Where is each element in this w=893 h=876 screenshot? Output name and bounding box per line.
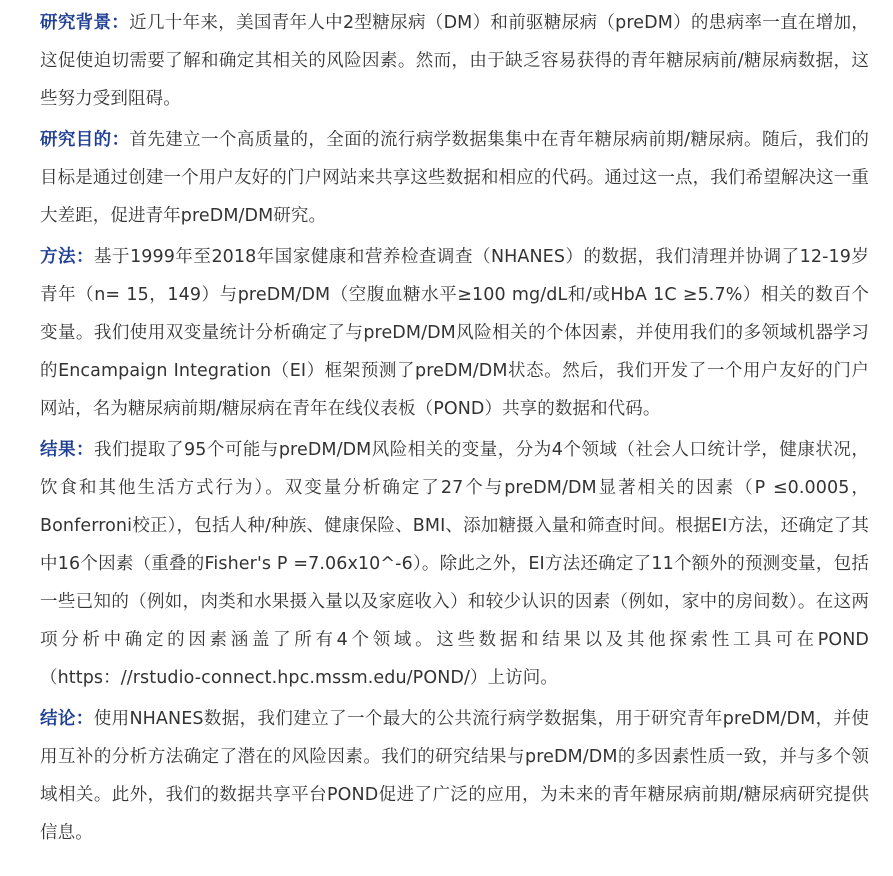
methods-text: 基于1999年至2018年国家健康和营养检查调查（NHANES）的数据，我们清理并协调了12-19岁青年（n= 15，149）与preDM/DM（空腹血糖水平≥100 mg/dL和/或HbA 1C ≥5.7%）相关的数百个变量。我们使用双变量统计分析确定了与preDM/DM风险相关的个体因素，并使用我们的多领域机器学习的Encampaign Integration（EI）框架预测了preDM/DM状态。然后，我们开发了一个用户友好的门户网站，名为糖尿病前期/糖尿病在青年在线仪表板（POND）共享的数据和代码。 — [40, 247, 869, 419]
background-text: 近几十年来，美国青年人中2型糖尿病（DM）和前驱糖尿病（preDM）的患病率一直在增加，这促使迫切需要了解和确定其相关的风险因素。然而，由于缺乏容易获得的青年糖尿病前/糖尿病数据，这些努力受到阻碍。 — [40, 13, 869, 109]
results-paragraph — [40, 431, 869, 697]
objective-label: 研究目的： — [40, 130, 130, 150]
conclusion-paragraph — [40, 700, 869, 852]
results-text: 我们提取了95个可能与preDM/DM风险相关的变量，分为4个领域（社会人口统计学，健康状况，饮食和其他生活方式行为）。双变量分析确定了27个与preDM/DM显著相关的因素（P ≤0.0005，Bonferroni校正），包括人种/种族、健康保险、BMI、添加糖摄入量和筛查时间。根据EI方法，还确定了其中16个因素（重叠的Fisher's P =7.06x10^-6）。除此之外，EI方法还确定了11个额外的预测变量，包括一些已知的（例如，肉类和水果摄入量以及家庭收入）和较少认识的因素（例如，家中的房间数）。在这两项分析中确定的因素涵盖了所有4个领域。这些数据和结果以及其他探索性工具可在POND（https：//rstudio-connect.hpc.mssm.edu/POND/）上访问。 — [40, 440, 869, 688]
methods-label: 方法： — [40, 247, 95, 267]
objective-paragraph — [40, 121, 869, 235]
methods-paragraph — [40, 238, 869, 428]
results-label: 结果： — [40, 440, 94, 460]
objective-text: 首先建立一个高质量的，全面的流行病学数据集集中在青年糖尿病前期/糖尿病。随后，我们的目标是通过创建一个用户友好的门户网站来共享这些数据和相应的代码。通过这一点，我们希望解决这一重大差距，促进青年preDM/DM研究。 — [40, 130, 870, 226]
conclusion-text: 使用NHANES数据，我们建立了一个最大的公共流行病学数据集，用于研究青年preDM/DM，并使用互补的分析方法确定了潜在的风险因素。我们的研究结果与preDM/DM的多因素性质一致，并与多个领域相关。此外，我们的数据共享平台POND促进了广泛的应用，为未来的青年糖尿病前期/糖尿病研究提供信息。 — [40, 709, 869, 843]
background-label: 研究背景： — [40, 13, 130, 33]
conclusion-label: 结论： — [40, 709, 94, 729]
background-paragraph — [40, 4, 869, 118]
